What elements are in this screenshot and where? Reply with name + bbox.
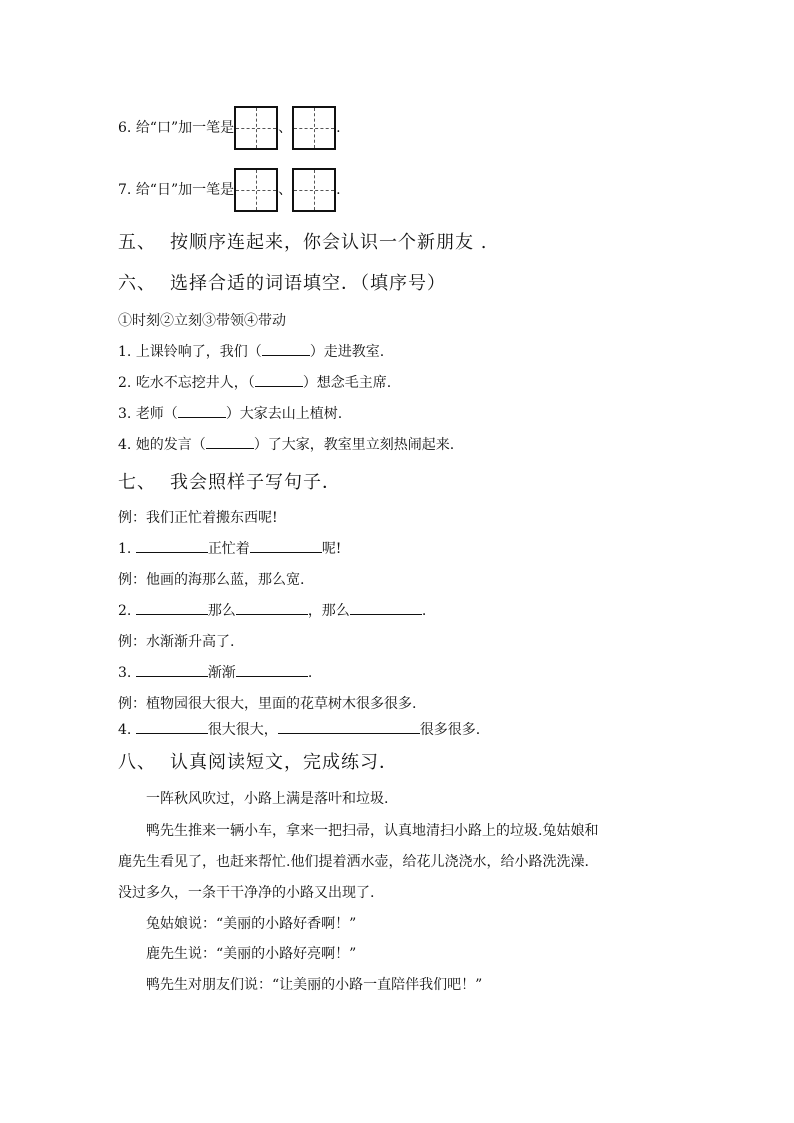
passage-paragraph: 兔姑娘说：“美丽的小路好香啊！” [146,916,357,932]
passage-paragraph: 鹿先生看见了，也赶来帮忙.他们提着洒水壶，给花儿浇浇水，给小路洗洗澡. [118,854,589,870]
answer-blank[interactable] [136,540,208,553]
passage-paragraph: 鸭先生对朋友们说：“让美丽的小路一直陪伴我们吧！” [146,977,483,993]
separator: 、 [278,120,293,136]
passage-paragraph: 一阵秋风吹过，小路上满是落叶和垃圾. [146,791,389,807]
section-title: 选择合适的词语填空．（填序号） [170,273,446,294]
item-text: 呢! [321,541,342,557]
item-num: 2. [118,375,132,391]
section-num: 八、 [118,752,156,773]
answer-blank[interactable] [136,602,208,615]
passage-paragraph: 没过多久，一条干干净净的小路又出现了. [118,885,375,901]
answer-blank[interactable] [178,405,226,418]
writing-grid-box[interactable] [292,168,336,212]
sentence-item [118,721,480,739]
item-text: 老师（ [135,406,178,422]
answer-blank[interactable] [250,540,322,553]
answer-blank[interactable] [136,664,208,677]
section-title: 我会照样子写句子． [170,472,341,493]
section-heading [118,232,487,254]
fill-item [118,436,454,454]
answer-blank[interactable] [236,602,308,615]
example-sentence: 例：植物园很大很大，里面的花草树木很多很多. [118,696,417,712]
word-options: ①时刻②立刻③带领④带动 [118,313,286,329]
item-text: 那么 [207,603,236,619]
item-text: ，那么 [307,603,350,619]
fill-item [118,374,391,392]
item-num: 1. [118,344,132,360]
answer-blank[interactable] [136,721,208,734]
item-text: 很多很多. [419,722,481,738]
question-num: 7. [118,182,132,198]
item-text: . [307,665,313,681]
punct: . [336,120,341,136]
question-text: 给“口”加一笔是 [135,120,235,136]
item-num: 4. [118,437,132,453]
section-num: 七、 [118,472,156,493]
section-title: 按顺序连起来，你会认识一个新朋友 . [170,232,488,253]
item-text: ）大家去山上植树. [225,406,343,422]
answer-blank[interactable] [255,374,303,387]
answer-blank[interactable] [206,436,254,449]
punct: . [336,182,341,198]
item-text: . [421,603,427,619]
item-text: 她的发言（ [135,437,206,453]
example-sentence: 例：我们正忙着搬东西呢! [118,510,278,526]
item-num: 1. [118,541,132,557]
question-7 [118,168,341,212]
sentence-item [118,664,312,682]
question-text: 给“日”加一笔是 [135,182,235,198]
example-sentence: 例：他画的海那么蓝，那么宽. [118,572,305,588]
section-heading [118,273,446,295]
item-num: 3. [118,665,132,681]
answer-blank[interactable] [262,343,310,356]
sentence-item [118,602,426,620]
section-heading [118,752,398,774]
answer-blank[interactable] [278,721,420,734]
item-num: 3. [118,406,132,422]
passage-paragraph: 鸭先生推来一辆小车，拿来一把扫帚，认真地清扫小路上的垃圾.兔姑娘和 [146,823,599,839]
item-text: 正忙着 [207,541,250,557]
question-6 [118,106,341,150]
writing-grid-box[interactable] [234,168,278,212]
answer-blank[interactable] [350,602,422,615]
item-text: 吃水不忘挖井人，（ [135,375,255,391]
section-title: 认真阅读短文，完成练习． [170,752,398,773]
item-text: 上课铃响了，我们（ [135,344,262,360]
writing-grid-box[interactable] [234,106,278,150]
item-text: ）了大家，教室里立刻热闹起来. [253,437,455,453]
item-num: 2. [118,603,132,619]
passage-paragraph: 鹿先生说：“美丽的小路好亮啊！” [146,946,357,962]
question-num: 6. [118,120,132,136]
item-text: ）想念毛主席. [302,375,392,391]
example-sentence: 例：水渐渐升高了. [118,634,235,650]
item-text: ）走进教室. [309,344,385,360]
sentence-item [118,540,341,558]
answer-blank[interactable] [236,664,308,677]
item-num: 4. [118,722,132,738]
fill-item [118,405,342,423]
separator: 、 [278,182,293,198]
item-text: 很大很大， [207,722,278,738]
section-heading [118,472,341,494]
section-num: 五、 [118,232,156,253]
section-num: 六、 [118,273,156,294]
writing-grid-box[interactable] [292,106,336,150]
fill-item [118,343,384,361]
item-text: 渐渐 [207,665,236,681]
